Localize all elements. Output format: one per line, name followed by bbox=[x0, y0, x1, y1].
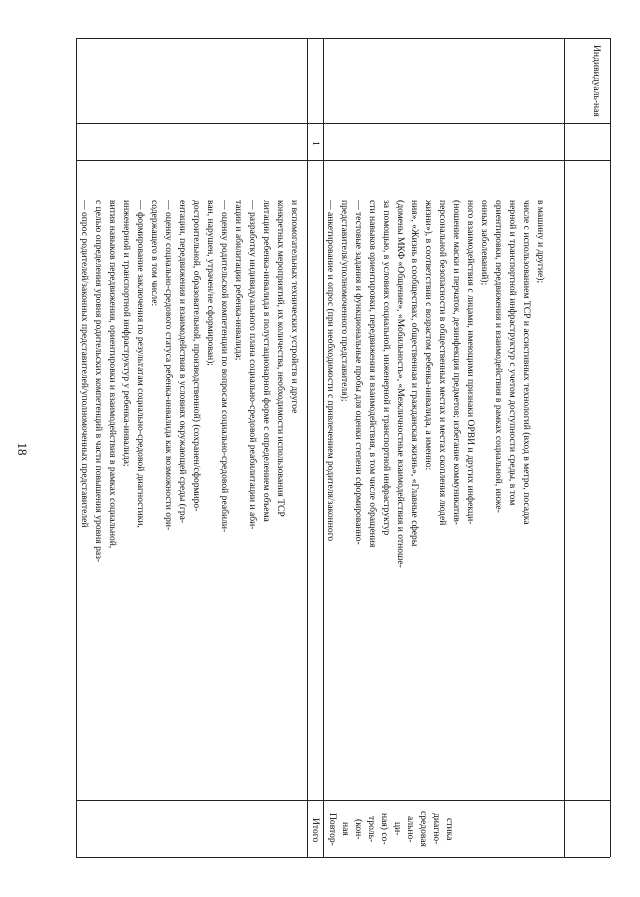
row-a-line: — оценку социально-средового статуса ребенка-инвалида как возможности ори- bbox=[163, 200, 174, 531]
row-b-header-line: ци- bbox=[392, 822, 403, 836]
row-b-line: (домены МКФ «Общение», «Мобильность», «Межличностные взаимодействия и отноше- bbox=[395, 200, 406, 568]
row-b-line: жизни»), в соответствии с возрастом ребенка-инвалида, а именно: bbox=[423, 200, 434, 471]
header-rule-upper bbox=[76, 123, 610, 124]
row-b-header-line: (кон- bbox=[353, 818, 364, 840]
table-top-border bbox=[76, 38, 610, 39]
row-b-line: представителя/уполномоченного представителя); bbox=[339, 200, 350, 402]
row-a-line: вития навыков передвижения, ориентировки и взаимодействия в рамках социальной, bbox=[107, 200, 118, 549]
row-b-header-line: троль- bbox=[366, 815, 377, 843]
row-a-line: — оценку родительской компетенции по вопросам социально-средовой реабили- bbox=[219, 200, 230, 533]
row-a-line: инженерной и транспортной инфраструктур у ребенка-инвалида; bbox=[121, 200, 132, 467]
row-b-line: онных заболеваний); bbox=[479, 200, 490, 286]
form-label: Индивидуаль-ная bbox=[591, 45, 602, 117]
row-b-header-line: диагно- bbox=[431, 813, 442, 845]
row-a-line: достроительной, образовательной, производственной) (сохранен/сформиро- bbox=[191, 200, 202, 512]
row-a-line: с целью определения уровня родительских компетенций в части повышения уровня раз- bbox=[93, 200, 104, 563]
header-rule-lower bbox=[76, 800, 610, 801]
row-b-line: сти навыков ориентировки, передвижения и взаимодействия, в том числе обращения bbox=[367, 200, 378, 548]
row-b-right-rule bbox=[564, 38, 565, 857]
table-bottom-border bbox=[76, 857, 610, 858]
row-a-line: ентации, передвижения и взаимодействия в условиях окружающей среды (гра- bbox=[177, 200, 188, 524]
row-a-line: тации и абилитации ребенка-инвалида; bbox=[233, 200, 244, 361]
row-b-header-line: Повтор- bbox=[327, 812, 338, 846]
row-b-line: в машину и другие); bbox=[535, 200, 546, 284]
row-a-line: содержащего в том числе: bbox=[149, 200, 160, 307]
row-a-right-rule bbox=[307, 38, 308, 857]
row-a-line: — формирование заключения по результатам социально-средовой диагностики, bbox=[135, 200, 146, 528]
row-a-line: литации ребенка-инвалида в полустационарной форме с определением объема bbox=[261, 200, 272, 522]
row-b-line: ориентировки, передвижения и взаимодействия в рамках социальной, инже- bbox=[493, 200, 504, 513]
row-b-line: ния», «Жизнь в сообществах, общественная и гражданская жизнь», «Главные сферы bbox=[409, 200, 420, 547]
row-a-line: — разработку индивидуального плана социально-средовой реабилитации и аби- bbox=[247, 200, 258, 530]
row-a-line: ван, нарушен, утрачен/не сформирован); bbox=[205, 200, 216, 366]
row-b-line: ного взаимодействия с лицами, имеющими признаки ОРВИ и других инфекци- bbox=[465, 200, 476, 525]
row-a-line: конкретных мероприятий, их количества, необходимости использования ТСР bbox=[275, 200, 286, 517]
row-b-header-line: ально- bbox=[405, 815, 416, 843]
table-right-border bbox=[610, 38, 611, 857]
row-b-line: нерной и транспортной инфраструктур с учетом доступности среды, в том bbox=[507, 200, 518, 506]
row-b-line: персональной безопасности в общественных местах и местах скопления людей bbox=[437, 200, 448, 526]
header-rule-middle bbox=[76, 160, 610, 161]
row-a-line: — опрос родителей/законных представителей/уполномоченных представителей bbox=[79, 200, 90, 528]
row-b-header-line: ная) со- bbox=[379, 813, 390, 845]
row-b-line: за помощью, в условиях социальной, инженерной и транспортной инфраструктур bbox=[381, 200, 392, 536]
total-label: Итого bbox=[310, 817, 321, 843]
page-number: 18 bbox=[15, 442, 30, 456]
total-value: 1 bbox=[310, 140, 321, 146]
row-b-line: — тестовые задания и функциональные пробы для оценки степени сформированно- bbox=[353, 200, 364, 545]
row-b-header-line: ная bbox=[340, 822, 351, 836]
row-b-line: — анкетирование и опрос (при необходимости с привлечением родителя/законного bbox=[325, 200, 336, 542]
row-a-line: и вспомогательных технических устройств и другое bbox=[289, 200, 300, 414]
row-b-header-line: стика bbox=[444, 817, 455, 841]
row-b-line: числе с использованием ТСР и ассистивных технологий (вход в метро, посадка bbox=[521, 200, 532, 525]
row-b-header-line: средовая bbox=[418, 811, 429, 847]
row-b-line: (ношение маски и перчаток, дезинфекция предметов; избегание коммуникатив- bbox=[451, 200, 462, 525]
